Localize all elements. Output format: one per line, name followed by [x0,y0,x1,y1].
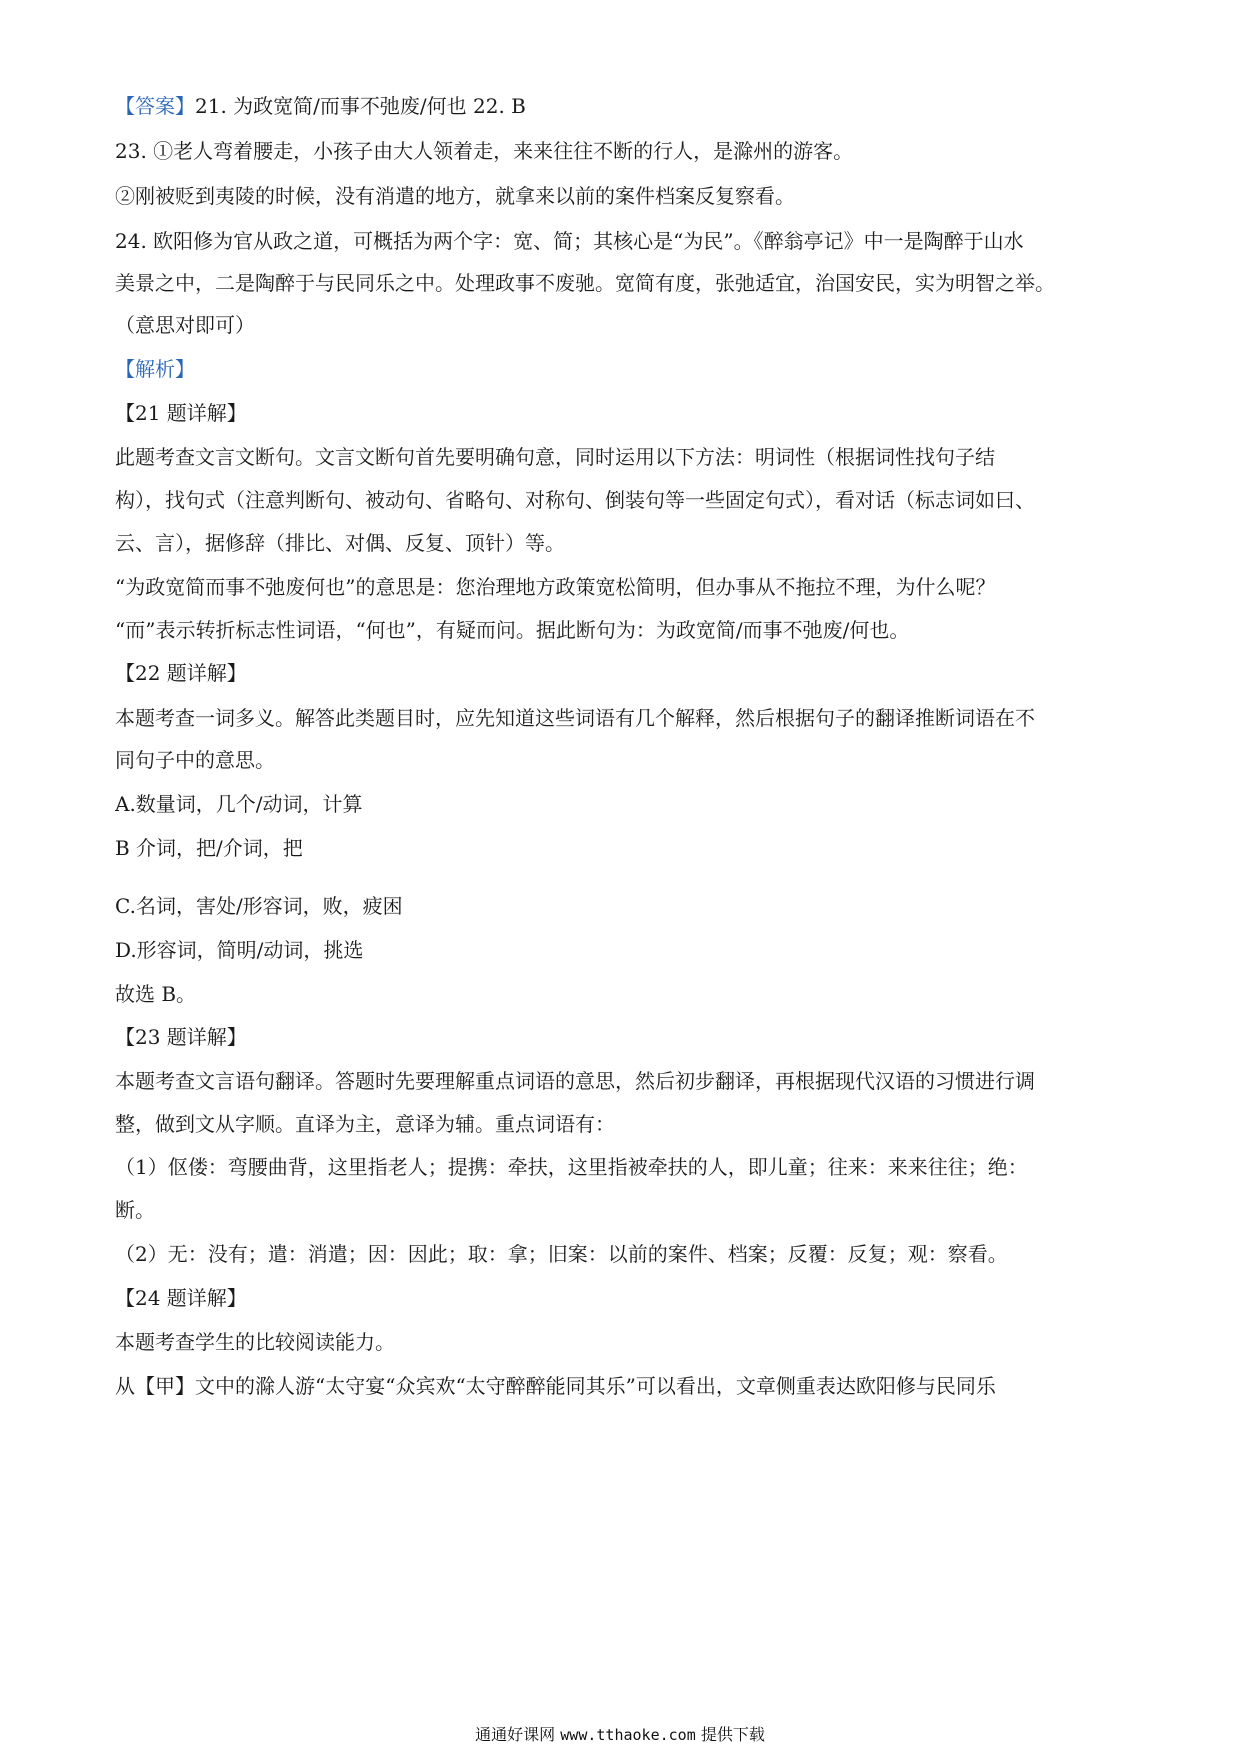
q23-title: 【23 题详解】 [115,1025,247,1049]
q21-paragraph-line-4: “为政宽简而事不弛废何也”的意思是：您治理地方政策宽松简明，但办事从不拖拉不理，为什么呢？ [115,575,996,599]
q22-option-b: B 介词，把/介词，把 [115,836,303,860]
footer-url-link[interactable]: www.tthaoke.com [560,1726,696,1744]
page-footer [0,1724,1240,1746]
q22-paragraph-line-1: 本题考查一词多义。解答此类题目时，应先知道这些词语有几个解释，然后根据句子的翻译推断词语在不 [115,706,1035,730]
q22-option-c: C.名词，害处/形容词，败，疲困 [115,894,403,918]
q22-option-d: D.形容词，简明/动词，挑选 [115,938,364,962]
q23-point-2: （2）无：没有；遣：消遣；因：因此；取：拿；旧案：以前的案件、档案；反覆：反复；观：察看。 [115,1242,1008,1266]
q23-paragraph-line-2: 整，做到文从字顺。直译为主，意译为辅。重点词语有： [115,1112,615,1136]
footer-suffix: 提供下载 [700,1725,765,1744]
q22-title: 【22 题详解】 [115,661,247,685]
q21-paragraph-line-5: “而”表示转折标志性词语，“何也”，有疑而问。据此断句为：为政宽简/而事不弛废/何也。 [115,618,910,642]
answer-23-2: ②刚被贬到夷陵的时候，没有消遣的地方，就拿来以前的案件档案反复察看。 [115,184,795,208]
q21-title: 【21 题详解】 [115,401,247,425]
answer-21-22: 21. 为政宽简/而事不弛废/何也 22. B [195,94,526,118]
answer-24-note: （意思对即可） [115,313,255,337]
answer-line-1 [115,92,1145,120]
q22-option-a: A.数量词，几个/动词，计算 [115,792,363,816]
q21-paragraph-line-2: 构），找句式（注意判断句、被动句、省略句、对称句、倒装句等一些固定句式），看对话（标志词如曰、 [115,488,1035,512]
answer-23-1: 23. ①老人弯着腰走，小孩子由大人领着走，来来往往不断的行人，是滁州的游客。 [115,139,854,163]
q22-paragraph-line-2: 同句子中的意思。 [115,748,275,772]
footer-site-name: 通通好课网 [475,1725,556,1744]
q23-point-1-cont: 断。 [115,1198,155,1222]
q24-paragraph-line-1: 本题考查学生的比较阅读能力。 [115,1330,395,1354]
q24-paragraph-line-2: 从【甲】文中的滁人游“太守宴“众宾欢“太守醉醉能同其乐”可以看出，文章侧重表达欧阳修与民同乐 [115,1374,996,1398]
analysis-tag: 【解析】 [115,357,195,381]
answer-tag: 【答案】 [115,94,195,118]
answer-24-line-2: 美景之中，二是陶醉于与民同乐之中。处理政事不废驰。宽简有度，张弛适宜，治国安民，实为明智之举。 [115,271,1055,295]
q23-point-1: （1）伛偻：弯腰曲背，这里指老人；提携：牵扶，这里指被牵扶的人，即儿童；往来：来来往往；绝： [115,1155,1028,1179]
q21-paragraph-line-1: 此题考查文言文断句。文言文断句首先要明确句意，同时运用以下方法：明词性（根据词性找句子结 [115,445,995,469]
q24-title: 【24 题详解】 [115,1286,247,1310]
answer-24-line-1: 24. 欧阳修为官从政之道，可概括为两个字：宽、简；其核心是“为民”。《醉翁亭记》中一是陶醉于山水 [115,229,1024,253]
q23-paragraph-line-1: 本题考查文言语句翻译。答题时先要理解重点词语的意思，然后初步翻译，再根据现代汉语的习惯进行调 [115,1069,1035,1093]
q22-conclusion: 故选 B。 [115,982,197,1006]
q21-paragraph-line-3: 云、言），据修辞（排比、对偶、反复、顶针）等。 [115,531,565,555]
